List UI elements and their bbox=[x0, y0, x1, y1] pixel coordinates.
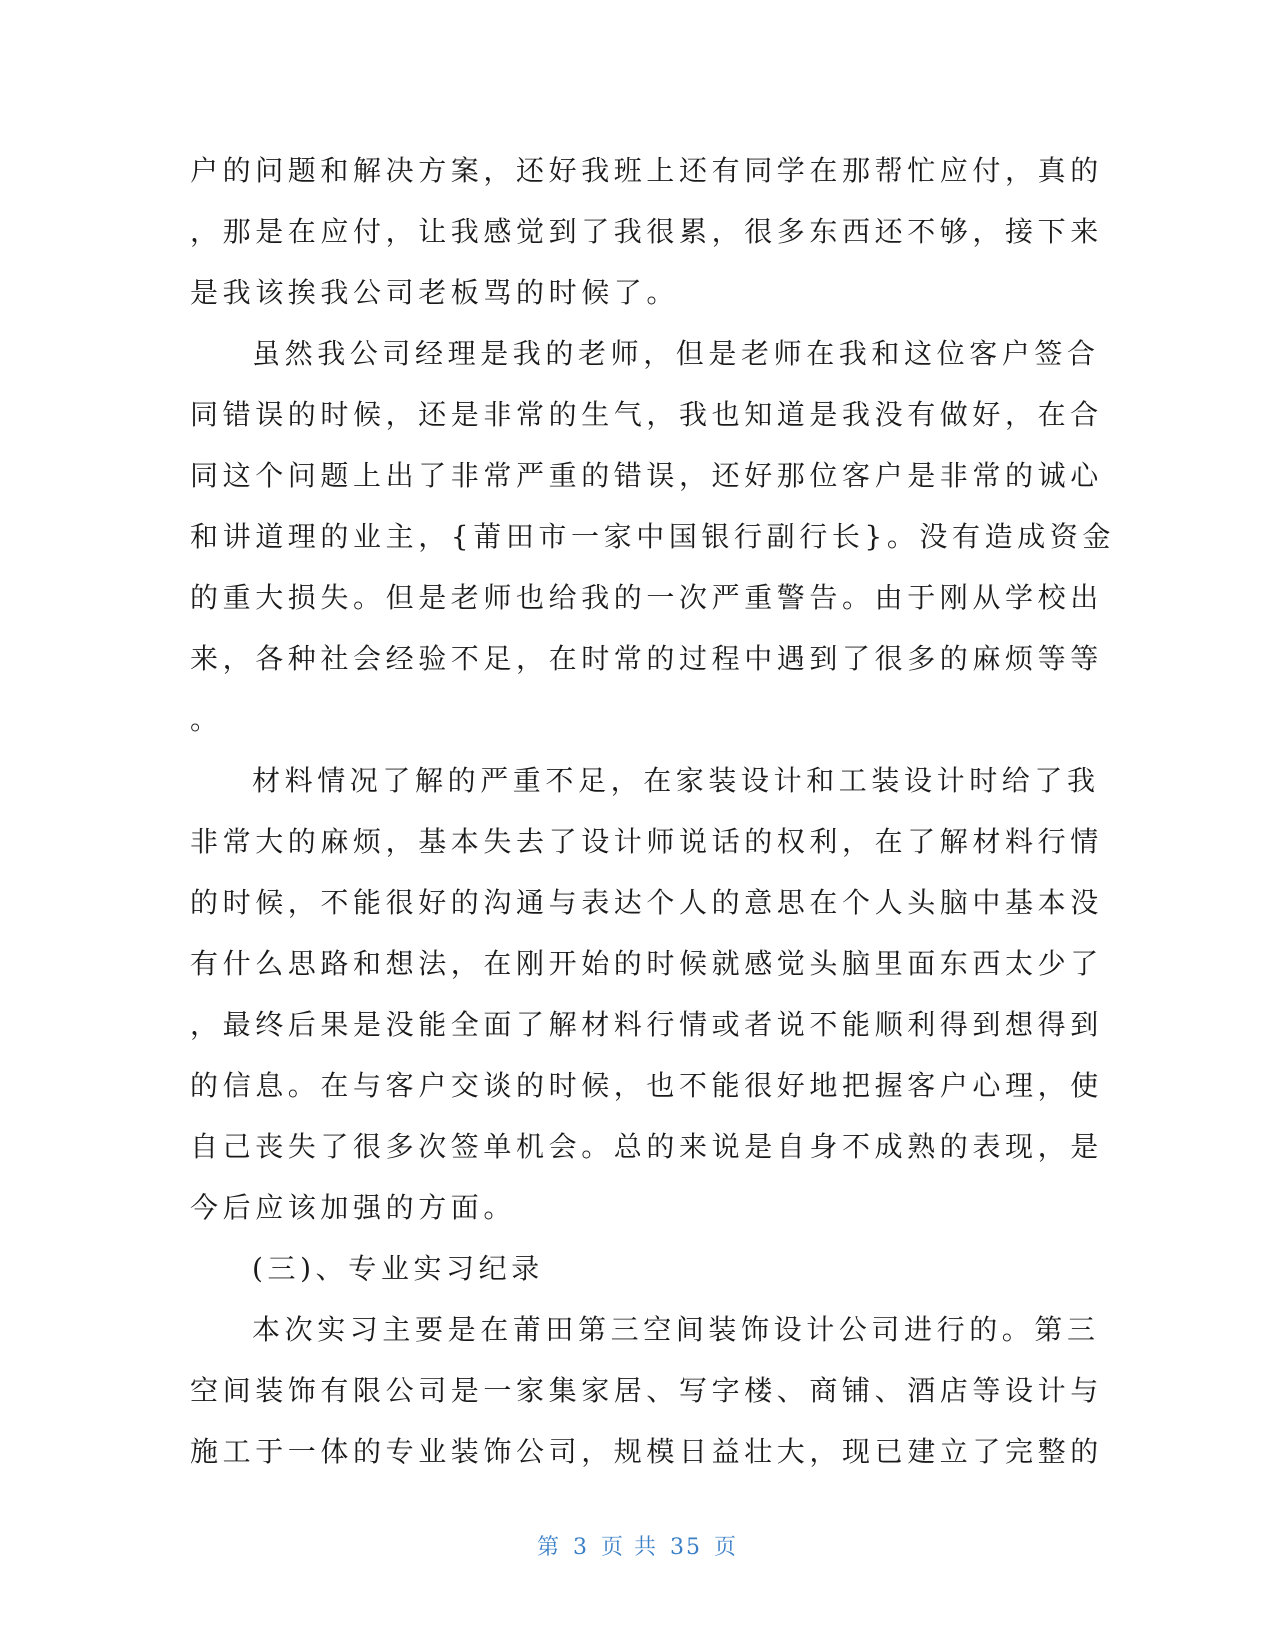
text-line: 空间装饰有限公司是一家集家居、写字楼、商铺、酒店等设计与 bbox=[190, 1374, 1103, 1407]
footer-prefix: 第 bbox=[536, 1535, 561, 1560]
text-line: 同这个问题上出了非常严重的错误，还好那位客户是非常的诚心 bbox=[190, 459, 1103, 492]
text-line: 虽然我公司经理是我的老师，但是老师在我和这位客户签合 bbox=[252, 337, 1100, 370]
text-line: ，最终后果是没能全面了解材料行情或者说不能顺利得到想得到 bbox=[190, 1008, 1103, 1041]
text-line: 的信息。在与客户交谈的时候，也不能很好地把握客户心理，使 bbox=[190, 1069, 1103, 1102]
footer-suffix: 页 bbox=[714, 1535, 739, 1560]
text-line: 来，各种社会经验不足，在时常的过程中遇到了很多的麻烦等等 bbox=[190, 642, 1103, 675]
text-line: 的重大损失。但是老师也给我的一次严重警告。由于刚从学校出 bbox=[190, 581, 1103, 614]
text-line: 材料情况了解的严重不足，在家装设计和工装设计时给了我 bbox=[252, 764, 1100, 797]
text-line: 非常大的麻烦，基本失去了设计师说话的权利，在了解材料行情 bbox=[190, 825, 1103, 858]
text-line: 今后应该加强的方面。 bbox=[190, 1191, 517, 1224]
text-line: 有什么思路和想法，在刚开始的时候就感觉头脑里面东西太少了 bbox=[190, 947, 1103, 980]
footer-mid: 页 共 bbox=[601, 1535, 658, 1560]
text-line: ，那是在应付，让我感觉到了我很累，很多东西还不够，接下来 bbox=[190, 215, 1103, 248]
text-line: 本次实习主要是在莆田第三空间装饰设计公司进行的。第三 bbox=[252, 1313, 1100, 1346]
text-line: 自己丧失了很多次签单机会。总的来说是自身不成熟的表现，是 bbox=[190, 1130, 1103, 1163]
section-heading: (三)、专业实习纪录 bbox=[252, 1252, 544, 1285]
text-line: 户的问题和解决方案，还好我班上还有同学在那帮忙应付，真的 bbox=[190, 154, 1103, 187]
text-line: 的时候，不能很好的沟通与表达个人的意思在个人头脑中基本没 bbox=[190, 886, 1103, 919]
page-footer bbox=[0, 1530, 1275, 1561]
text-line: 和讲道理的业主，{莆田市一家中国银行副行长}。没有造成资金 bbox=[190, 520, 1116, 553]
total-page-count: 35 bbox=[670, 1535, 702, 1560]
text-line: 。 bbox=[190, 703, 223, 736]
text-line: 同错误的时候，还是非常的生气，我也知道是我没有做好，在合 bbox=[190, 398, 1103, 431]
current-page-number: 3 bbox=[573, 1535, 589, 1560]
text-line: 施工于一体的专业装饰公司，规模日益壮大，现已建立了完整的 bbox=[190, 1435, 1103, 1468]
text-line: 是我该挨我公司老板骂的时候了。 bbox=[190, 276, 680, 309]
body-text bbox=[190, 140, 1116, 1482]
